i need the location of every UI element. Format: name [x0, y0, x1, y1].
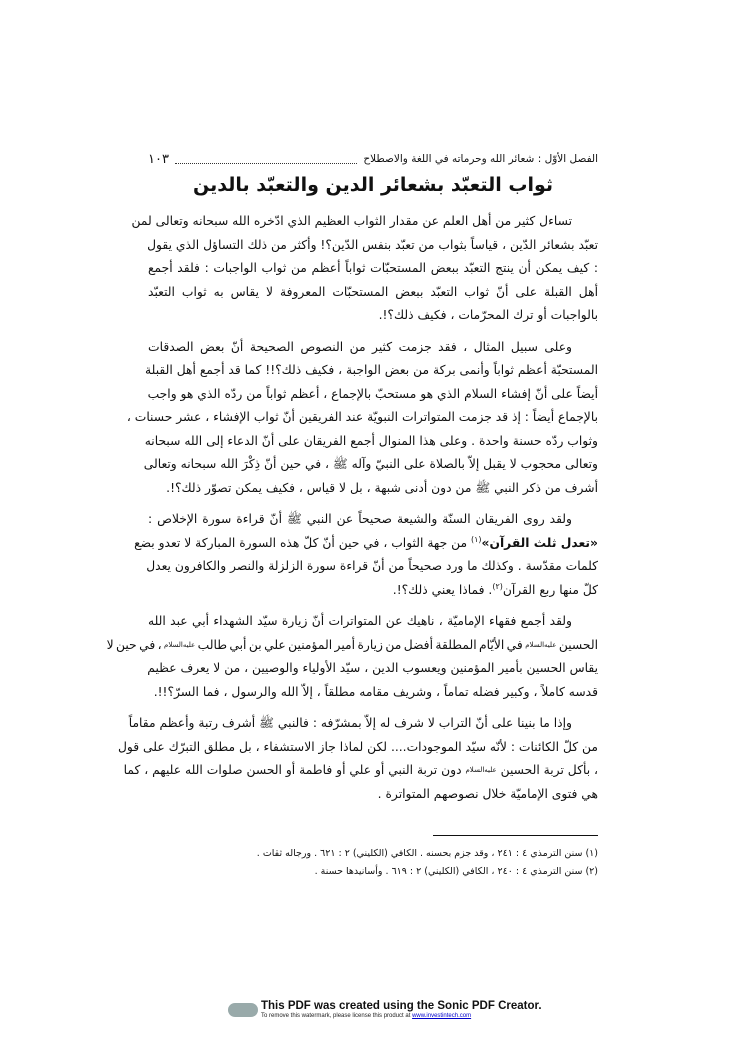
- text-segment: دون تربة النبي أو علي أو فاطمة أو الحسن صلوات الله عليهم ، كما: [123, 763, 462, 777]
- footnote-2: (٢) سنن الترمذي ٤ : ٢٤٠ ، الكافي (الكليني) ٢ : ٦١٩ . وأسانيدها حسنة .: [314, 866, 598, 877]
- text-line: وثواب ردّه حسنة واحدة . وعلى هذا المنوال أجمع الفريقان على أنّ الدعاء إلى الله سبحانه: [144, 433, 598, 448]
- footnote-ref-2[interactable]: (٢): [492, 581, 503, 591]
- footnote-ref-1[interactable]: (١): [470, 534, 482, 544]
- text-line: يقاس الحسين بأمير المؤمنين ويعسوب الدين ، سيّد الأولياء والوصيين ، من لا يعرف عظيم: [147, 661, 598, 675]
- watermark-text: To remove this watermark, please license this product at: [261, 1013, 411, 1019]
- dot-leader: [175, 155, 357, 164]
- text-line: ولقد أجمع فقهاء الإماميّة ، ناهيك عن المتواترات أنّ زيارة سيّد الشهداء أبي عبد الله: [148, 614, 572, 628]
- text-line: بالواجبات أو ترك المحرّمات ، فكيف ذلك؟!.: [378, 308, 598, 322]
- text-segment: في الأيّام المطلقة أفضل من زيارة أمير المؤمنين علي بن أبي طالب: [197, 637, 523, 652]
- text-line: المستحبّة أعظم ثواباً وأنمى بركة من بعض الواجبة ، فكيف ذلك؟!! كما قد أجمع أهل القبلة: [145, 363, 598, 377]
- text-line: بالإجماع أيضاً : إذ قد جزمت المتواترات النبويّة عند الفريقين أنّ ثواب الإفشاء ، عشر حسنات ،: [126, 410, 598, 424]
- section-title: ثواب التعبّد بشعائر الدين والتعبّد بالدين: [193, 174, 553, 196]
- text-line: تعبّد بشعائر الدّين ، قياساً بثواب من تعبّد بنفس الدّين؟! وأكثر من ذلك التساؤل الذي يقول: [147, 237, 598, 252]
- text-segment: من جهة الثواب ، في حين أنّ كلّ هذه السورة المباركة لا تعدو بضع: [134, 535, 468, 550]
- text-line: أيضاً على أنّ إفشاء السلام الذي هو مستحبّ بالإجماع ، أعظم ثواباً من ردّه الذي هو واجب: [147, 386, 598, 401]
- chapter-title: الفصل الأوّل : شعائر الله وحرماته في اللغة والاصطلاح: [363, 153, 598, 165]
- honorific-glyph: عليه‌السلام: [525, 640, 557, 649]
- footnote-1: (١) سنن الترمذي ٤ : ٢٤١ ، وقد جزم بحسنه . الكافي (الكليني) ٢ : ٦٢١ . ورجاله ثقات .: [256, 848, 598, 859]
- paragraph-3: [134, 508, 598, 602]
- running-header: [148, 150, 598, 168]
- text-line: تساءل كثير من أهل العلم عن مقدار الثواب العظيم الذي ادّخره الله سبحانه وتعالى لمن: [131, 214, 572, 228]
- watermark-line-2: [261, 1013, 542, 1020]
- paragraph-1: [131, 210, 598, 328]
- text-segment: الحسين: [558, 637, 598, 652]
- text-line: [123, 759, 598, 783]
- text-line: قدسه كاملاً ، وكبير فضله تماماً ، وشريف مقامه مطلقاً ، إلاّ الله والرسول ، فما السرّ؟!!.: [153, 684, 598, 699]
- page-number: ١٠٣: [148, 151, 169, 167]
- text-line: وإذا ما بنينا على أنّ التراب لا شرف له إلاّ بمشرّفه : فالنبي ﷺ أشرف رتبة وأعظم مقاماً: [128, 716, 572, 730]
- text-line: أشرف من ذكر النبي ﷺ من دون أدنى شبهة ، بل لا قياس ، فكيف يمكن تصوّر ذلك؟!.: [166, 480, 598, 495]
- text-line: [148, 579, 598, 603]
- footnote-divider: [433, 835, 598, 836]
- watermark-line-1: This PDF was created using the Sonic PDF Creator.: [261, 1000, 542, 1012]
- text-segment: ، بأكل تربة الحسين: [500, 763, 598, 777]
- text-line: أهل القبلة على أنّ ثواب التعبّد ببعض المستحبّات المعروفة لا يقاس به ثواب التعبّد: [148, 284, 598, 299]
- sonic-pdf-logo: [228, 1003, 258, 1017]
- honorific-glyph: عليه‌السلام: [465, 766, 497, 774]
- text-line: ولقد روى الفريقان السنّة والشيعة صحيحاً عن النبي ﷺ أنّ قراءة سورة الإخلاص :: [148, 512, 572, 526]
- text-segment: كلّ منها ربع القرآن: [502, 582, 598, 597]
- honorific-glyph: عليه‌السلام: [164, 640, 196, 649]
- text-line: [106, 634, 598, 658]
- text-line: [134, 532, 598, 556]
- text-line: وتعالى محجوب لا يقبل إلاّ بالصلاة على النبيّ وآله ﷺ ، في حين أنّ ذِكْرَ الله سبحانه وتعالى: [143, 457, 598, 471]
- body-text: [106, 210, 598, 814]
- paragraph-5: [117, 712, 598, 806]
- text-segment: . فماذا يعني ذلك؟!.: [392, 582, 493, 597]
- hadith-quote: «تعدل ثلث القرآن»: [481, 535, 598, 550]
- text-segment: ، في حين لا: [106, 637, 162, 652]
- text-line: كلمات مقدّسة . وكذلك ما ورد صحيحاً من أنّ قراءة سورة الزلزلة والنصر والكافرون يعدل: [146, 559, 598, 573]
- paragraph-4: [106, 610, 598, 704]
- text-line: وعلى سبيل المثال ، فقد جزمت كثير من النصوص الصحيحة أنّ بعض الصدقات: [148, 339, 572, 354]
- paragraph-2: [126, 336, 598, 501]
- watermark-link[interactable]: www.investintech.com: [412, 1013, 472, 1019]
- text-line: من كلّ الكائنات : لأنّه سيّد الموجودات.... لكن لماذا جاز الاستشفاء ، بل مطلق التبرّك على قول: [117, 739, 598, 754]
- pdf-watermark: [228, 1000, 542, 1020]
- text-line: هي فتوى الإماميّة خلال نصوصهم المتواترة .: [377, 786, 598, 801]
- text-line: : كيف يمكن أن ينتج التعبّد ببعض المستحبّات ثواباً أعظم من ثواب الواجبات : فلقد أجمع: [148, 261, 598, 275]
